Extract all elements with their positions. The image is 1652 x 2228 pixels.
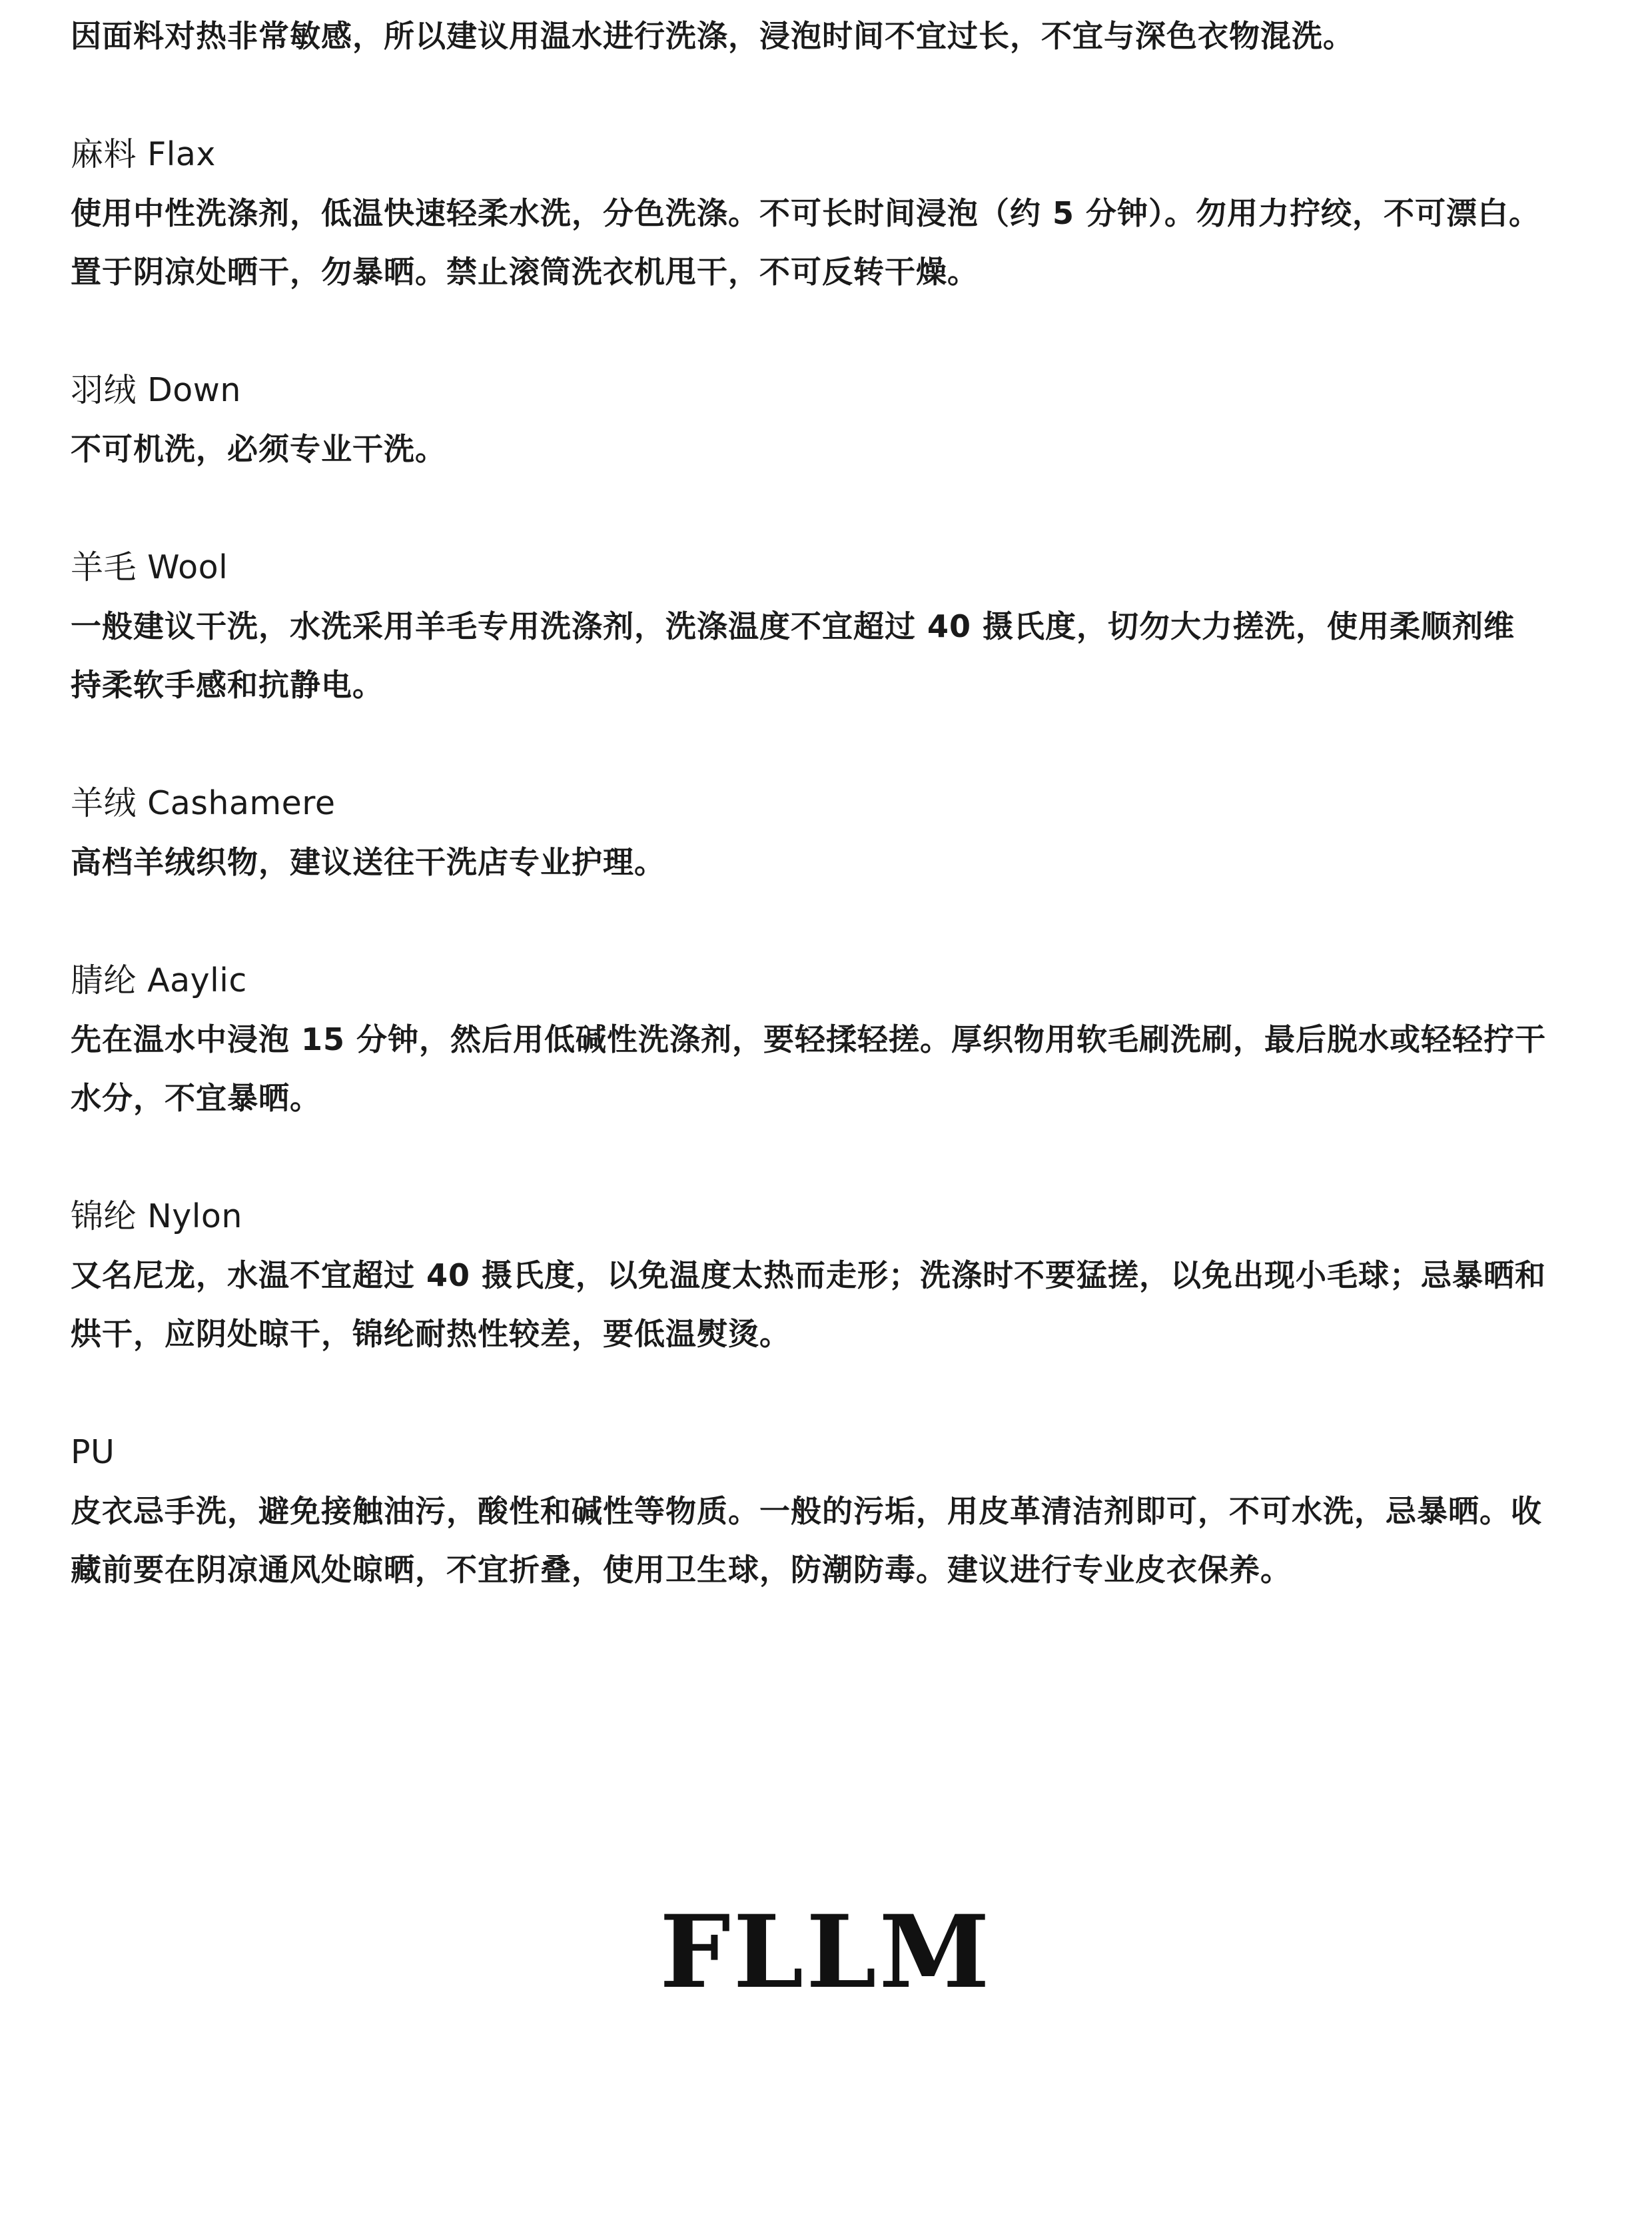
body-line: 不可机洗，必须专业干洗。 [71, 431, 446, 467]
section-title: PU [71, 1433, 115, 1471]
section-body [71, 1010, 1623, 1127]
section-body [71, 597, 1623, 714]
body-line: 置于阴凉处晒干，勿暴晒。禁止滚筒洗衣机甩干，不可反转干燥。 [71, 254, 979, 290]
body-line: 先在温水中浸泡 15 分钟，然后用低碱性洗涤剂，要轻揉轻搓。厚织物用软毛刷洗刷，最后脱水或轻轻拧干 [71, 1021, 1547, 1057]
section-acrylic [71, 951, 1623, 1127]
section-wool [71, 538, 1623, 714]
care-instructions [71, 0, 1623, 1599]
section-pu [71, 1423, 1623, 1599]
section-nylon [71, 1187, 1623, 1363]
body-line: 使用中性洗涤剂，低温快速轻柔水洗，分色洗涤。不可长时间浸泡（约 5 分钟）。勿用力拧绞，不可漂白。 [71, 195, 1541, 231]
section-title: 锦纶 Nylon [71, 1197, 242, 1235]
section-body [71, 833, 1623, 891]
section-body [71, 1246, 1623, 1363]
body-line: 又名尼龙，水温不宜超过 40 摄氏度，以免温度太热而走形；洗涤时不要猛搓，以免出现小毛球；忌暴晒和 [71, 1257, 1547, 1293]
intro-text: 因面料对热非常敏感，所以建议用温水进行洗涤，浸泡时间不宜过长，不宜与深色衣物混洗。 [71, 18, 1354, 54]
section-title: 羊绒 Cashamere [71, 784, 336, 822]
section-down [71, 361, 1623, 478]
section-title: 羊毛 Wool [71, 548, 228, 586]
body-line: 一般建议干洗，水洗采用羊毛专用洗涤剂，洗涤温度不宜超过 40 摄氏度，切勿大力搓洗，使用柔顺剂维 [71, 608, 1515, 644]
brand-logo: FLLM [659, 1894, 993, 2011]
section-title: 羽绒 Down [71, 371, 241, 409]
section-body [71, 420, 1623, 478]
body-line: 皮衣忌手洗，避免接触油污，酸性和碱性等物质。一般的污垢，用皮革清洁剂即可，不可水洗，忌暴晒。收 [71, 1493, 1542, 1529]
section-title: 腈纶 Aaylic [71, 961, 247, 999]
body-line: 水分，不宜暴晒。 [71, 1080, 321, 1116]
section-body [71, 1482, 1623, 1599]
body-line: 藏前要在阴凉通风处晾晒，不宜折叠，使用卫生球，防潮防毒。建议进行专业皮衣保养。 [71, 1552, 1292, 1588]
section-cashmere [71, 774, 1623, 891]
section-title: 麻料 Flax [71, 135, 216, 173]
body-line: 持柔软手感和抗静电。 [71, 667, 384, 703]
section-body [71, 184, 1623, 301]
body-line: 高档羊绒织物，建议送往干洗店专业护理。 [71, 844, 665, 880]
section-flax [71, 125, 1623, 301]
body-line: 烘干，应阴处晾干，锦纶耐热性较差，要低温熨烫。 [71, 1316, 791, 1352]
